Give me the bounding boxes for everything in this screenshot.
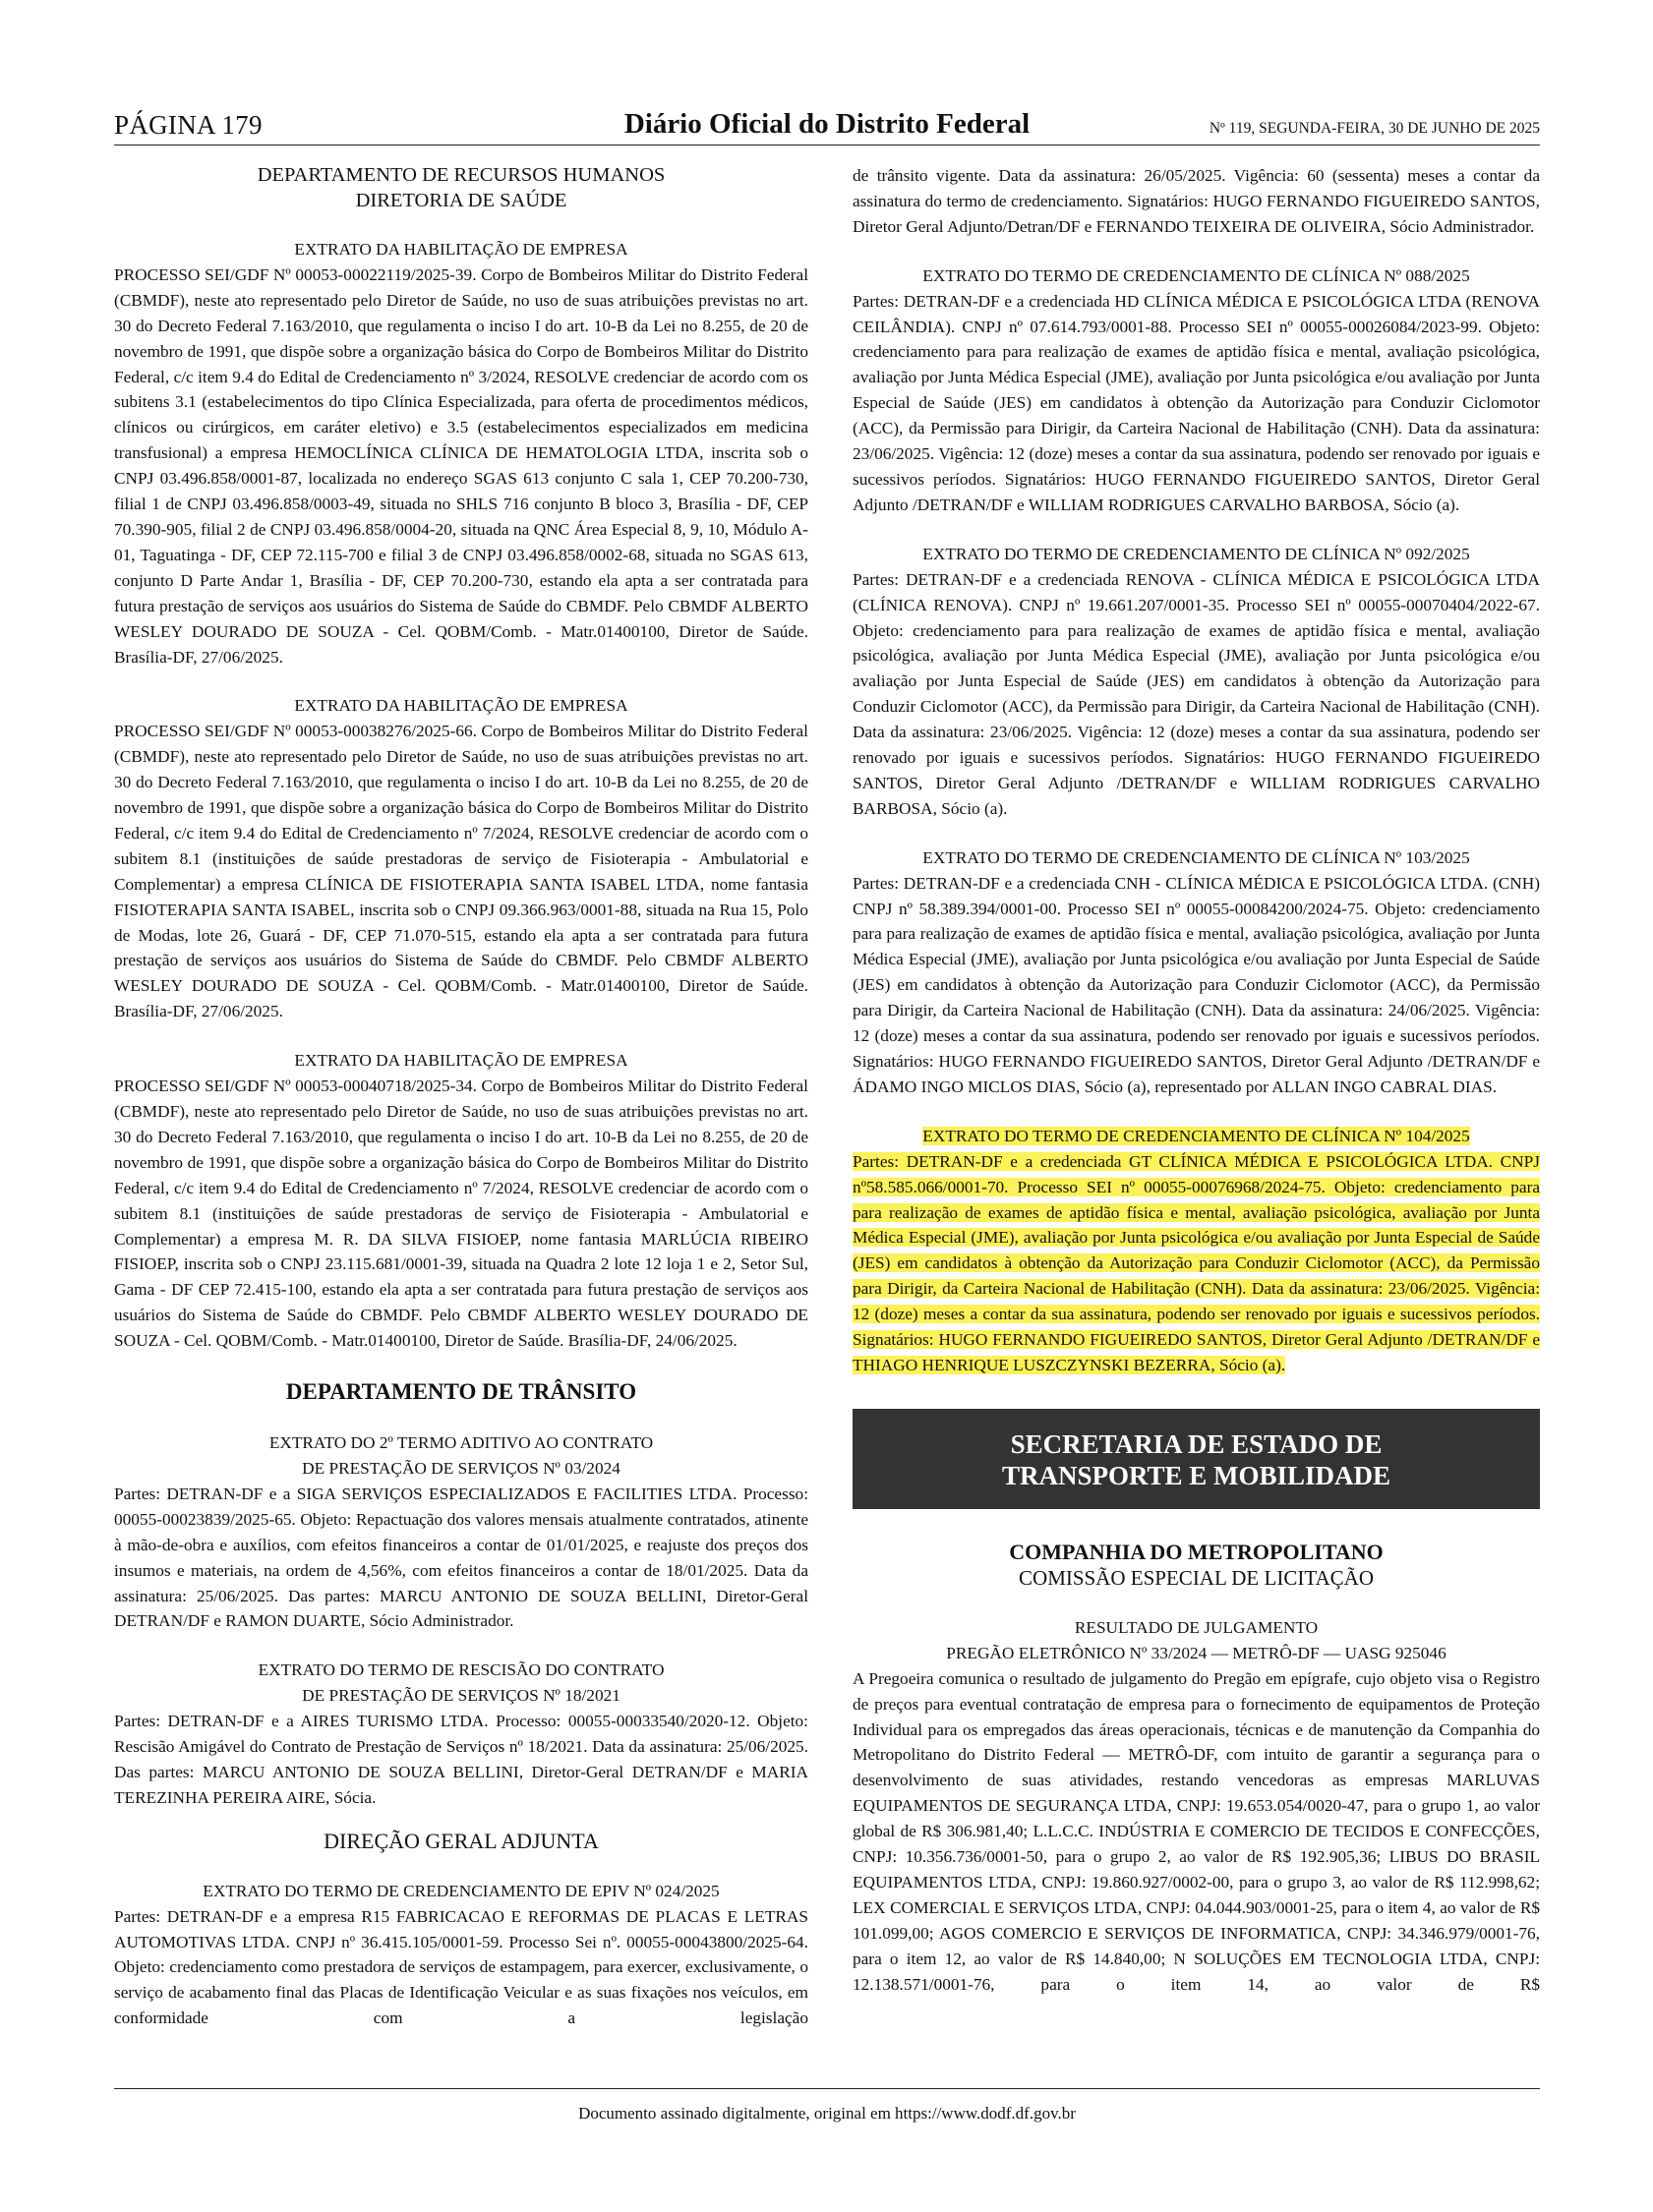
clinic-accreditation-extract-092	[853, 542, 1540, 822]
extract-body: A Pregoeira comunica o resultado de julgamento do Pregão em epígrafe, cujo objeto visa o Registro de preços para eventual contratação de empresa para o fornecimento de equipamentos de Proteção Individual para os empregados das áreas operacionais, técnicas e de manutenção da Companhia do Metropolitano do Distrito Federal — METRÔ-DF, com intuito de garantir a segurança para o desenvolvimento de suas atividades, restando vencedoras as empresas MARLUVAS EQUIPAMENTOS DE SEGURANÇA LTDA, CNPJ: 19.653.054/0020-47, para o grupo 1, ao valor global de R$ 306.981,40; L.L.C.C. INDÚSTRIA E COMERCIO DE TECIDOS E CONFECÇÕES, CNPJ: 10.356.736/0001-50, para o grupo 2, ao valor de R$ 192.905,36; LIBUS DO BRASIL EQUIPAMENTOS LTDA, CNPJ: 19.860.927/0002-00, para o grupo 3, ao valor de R$ 112.998,62; LEX COMERCIAL E SERVIÇOS LTDA, CNPJ: 04.044.903/0001-25, para o item 4, ao valor de R$ 101.099,00; AGOS COMERCIO E SERVIÇOS DE INFORMATICA, CNPJ: 34.346.979/0001-76, para o item 12, ao valor de R$ 14.840,00; N SOLUÇÕES EM TECNOLOGIA LTDA, CNPJ: 12.138.571/0001-76, para o item 14, ao valor de R$	[853, 1668, 1540, 1994]
header-divider	[114, 145, 1540, 146]
extract-title-line1: EXTRATO DO TERMO DE RESCISÃO DO CONTRATO	[258, 1660, 665, 1680]
company-heading: COMPANHIA DO METROPOLITANO	[1009, 1539, 1384, 1564]
habilitation-extract-3	[114, 1048, 808, 1354]
org-subdivision: DIRETORIA DE SAÚDE	[355, 189, 567, 211]
extract-title-line2: DE PRESTAÇÃO DE SERVIÇOS Nº 18/2021	[302, 1686, 620, 1706]
epiv-accreditation-extract	[114, 1879, 808, 2031]
habilitation-extract-2	[114, 693, 808, 1024]
contract-termination-extract	[114, 1658, 808, 1810]
secretariat-name-line1: SECRETARIA DE ESTADO DE	[1010, 1428, 1383, 1459]
extract-body: Partes: DETRAN-DF e a credenciada HD CLÍNICA MÉDICA E PSICOLÓGICA LTDA (RENOVA CEILÂNDIA). CNPJ nº 07.614.793/0001-88. Processo SEI nº 00055-00026084/2023-99. Objeto: credenciamento para para realização de exames de aptidão física e mental, avaliação psicológica, avaliação por Junta Médica Especial (JME), avaliação por Junta psicológica e/ou avaliação por Junta Especial de Saúde (JES) em candidatos à obtenção da Autorização para Conduzir Ciclomotor (ACC), da Permissão para Dirigir, da Carteira Nacional de Habilitação (CNH). Data da assinatura: 23/06/2025. Vigência: 12 (doze) meses a contar da sua assinatura, podendo ser renovado por iguais e sucessivos períodos. Signatários: HUGO FERNANDO FIGUEIREDO SANTOS, Diretor Geral Adjunto /DETRAN/DF e WILLIAM RODRIGUES CARVALHO BARBOSA, Sócio (a).	[853, 291, 1540, 514]
page-number: PÁGINA 179	[114, 110, 263, 140]
extract-title: EXTRATO DO TERMO DE CREDENCIAMENTO DE CLÍNICA Nº 103/2025	[922, 847, 1470, 867]
highlighted-extract-title: EXTRATO DO TERMO DE CREDENCIAMENTO DE CLÍNICA Nº 104/2025	[922, 1126, 1470, 1145]
extract-body: PROCESSO SEI/GDF Nº 00053-00038276/2025-66. Corpo de Bombeiros Militar do Distrito Federal (CBMDF), neste ato representado pelo Diretor de Saúde, no uso de suas atribuições previstas no art. 30 do Decreto Federal 7.163/2010, que regulamenta o inciso I do art. 10-B da Lei no 8.255, de 20 de novembro de 1991, que dispõe sobre a organização básica do Corpo de Bombeiros Militar do Distrito Federal, c/c item 9.4 do Edital de Credenciamento nº 7/2024, RESOLVE credenciar de acordo com o subitem 8.1 (instituições de saúde prestadoras de serviço de Fisioterapia - Ambulatorial e Complementar) a empresa CLÍNICA DE FISIOTERAPIA SANTA ISABEL LTDA, nome fantasia FISIOTERAPIA SANTA ISABEL, inscrita sob o CNPJ 09.366.963/0001-88, situada na Rua 15, Polo de Modas, lote 26, Guará - DF, CEP 71.070-515, estando ela apta a ser contratada para futura prestação de serviços aos usuários do Sistema de Saúde do CBMDF. Pelo CBMDF ALBERTO WESLEY DOURADO DE SOUZA - Cel. QOBM/Comb. - Matr.01400100, Diretor de Saúde. Brasília-DF, 27/06/2025.	[114, 722, 808, 1021]
extract-title: EXTRATO DO TERMO DE CREDENCIAMENTO DE CLÍNICA Nº 092/2025	[922, 544, 1470, 563]
extract-body: Partes: DETRAN-DF e a credenciada CNH - CLÍNICA MÉDICA E PSICOLÓGICA LTDA. (CNH) CNPJ nº 58.389.394/0001-00. Processo SEI nº 00055-00084200/2024-75. Objeto: credenciamento para para realização de exames de aptidão física e mental, avaliação psicológica, avaliação por Junta Médica Especial (JME), avaliação por Junta psicológica e/ou avaliação por Junta Especial de Saúde (JES) em candidatos à obtenção da Autorização para Conduzir Ciclomotor (ACC), da Permissão para Dirigir, da Carteira Nacional de Habilitação (CNH). Data da assinatura: 24/06/2025. Vigência: 12 (doze) meses a contar da sua assinatura, podendo ser renovado por iguais e sucessivos períodos. Signatários: HUGO FERNANDO FIGUEIREDO SANTOS, Diretor Geral Adjunto /DETRAN/DF e ÁDAMO INGO MICLOS DIAS, Sócio (a), representado por ALLAN INGO CABRAL DIAS.	[853, 873, 1540, 1096]
secretariat-name-line2: TRANSPORTE E MOBILIDADE	[1001, 1460, 1391, 1490]
extract-body: Partes: DETRAN-DF e a credenciada RENOVA - CLÍNICA MÉDICA E PSICOLÓGICA LTDA (CLÍNICA RENOVA). CNPJ nº 19.661.207/0001-35. Processo SEI nº 00055-00070404/2022-67. Objeto: credenciamento para para realização de exames de aptidão física e mental, avaliação psicológica, avaliação por Junta Médica Especial (JME), avaliação por Junta psicológica e/ou avaliação por Junta Especial de Saúde (JES) em candidatos à obtenção da Autorização para Conduzir Ciclomotor (ACC), da Permissão para Dirigir, da Carteira Nacional de Habilitação (CNH). Data da assinatura: 23/06/2025. Vigência: 12 (doze) meses a contar da sua assinatura, podendo ser renovado por iguais e sucessivos períodos. Signatários: HUGO FERNANDO FIGUEIREDO SANTOS, Diretor Geral Adjunto /DETRAN/DF e WILLIAM RODRIGUES CARVALHO BARBOSA, Sócio (a).	[853, 569, 1540, 818]
footer-note: Documento assinado digitalmente, original em https://www.dodf.df.gov.br	[578, 2104, 1076, 2123]
subdepartment-heading: DIREÇÃO GERAL ADJUNTA	[324, 1828, 599, 1853]
org-name: DEPARTAMENTO DE RECURSOS HUMANOS	[257, 164, 666, 186]
extract-title: EXTRATO DO TERMO DE CREDENCIAMENTO DE EPIV Nº 024/2025	[203, 1881, 720, 1900]
footer-divider	[114, 2088, 1540, 2089]
extract-title: EXTRATO DA HABILITAÇÃO DE EMPRESA	[294, 696, 628, 716]
extract-title-line1: EXTRATO DO 2º TERMO ADITIVO AO CONTRATO	[268, 1433, 654, 1453]
extract-body: Partes: DETRAN-DF e a SIGA SERVIÇOS ESPECIALIZADOS E FACILITIES LTDA. Processo: 00055-00023839/2025-65. Objeto: Repactuação dos valores mensais atualmente contratados, atinente à mão-de-obra e auxílios, com efeitos financeiros a contar de 01/01/2025, e reajuste dos preços dos insumos e materiais, na ordem de 4,56%, com efeitos financeiros a contar de 18/01/2025. Data da assinatura: 25/06/2025. Das partes: MARCU ANTONIO DE SOUZA BELLINI, Diretor-Geral DETRAN/DF e RAMON DUARTE, Sócio Administrador.	[114, 1484, 808, 1631]
secretariat-banner	[853, 1409, 1540, 1509]
extract-title-line1: RESULTADO DE JULGAMENTO	[1074, 1617, 1319, 1637]
clinic-accreditation-extract-088	[853, 263, 1540, 518]
clinic-accreditation-extract-103	[853, 845, 1540, 1100]
highlighted-extract-body: Partes: DETRAN-DF e a credenciada GT CLÍNICA MÉDICA E PSICOLÓGICA LTDA. CNPJ nº58.585.066/0001-70. Processo SEI nº 00055-00076968/2024-75. Objeto: credenciamento para para realização de exames de aptidão física e mental, avaliação psicológica, avaliação por Junta Médica Especial (JME), avaliação por Junta psicológica e/ou avaliação por Junta Especial de Saúde (JES) em candidatos à obtenção da Autorização para Conduzir Ciclomotor (ACC), da Permissão para Dirigir, da Carteira Nacional de Habilitação (CNH). Data da assinatura: 23/06/2025. Vigência: 12 (doze) meses a contar da sua assinatura, podendo ser renovado por iguais e sucessivos períodos. Signatários: HUGO FERNANDO FIGUEIREDO SANTOS, Diretor Geral Adjunto /DETRAN/DF e THIAGO HENRIQUE LUSZCZYNSKI BEZERRA, Sócio (a).	[853, 1151, 1540, 1374]
left-column	[114, 163, 808, 2078]
extract-title: EXTRATO DO TERMO DE CREDENCIAMENTO DE CLÍNICA Nº 088/2025	[922, 265, 1470, 285]
extract-title-line2: DE PRESTAÇÃO DE SERVIÇOS Nº 03/2024	[302, 1458, 620, 1478]
journal-title: Diário Oficial do Distrito Federal	[623, 108, 1031, 140]
extract-title: EXTRATO DA HABILITAÇÃO DE EMPRESA	[294, 1051, 628, 1071]
clinic-accreditation-extract-104-highlighted	[853, 1124, 1540, 1378]
commission-heading: COMISSÃO ESPECIAL DE LICITAÇÃO	[1019, 1565, 1374, 1590]
extract-title: EXTRATO DA HABILITAÇÃO DE EMPRESA	[294, 240, 628, 259]
extract-body: Partes: DETRAN-DF e a AIRES TURISMO LTDA. Processo: 00055-00033540/2020-12. Objeto: Rescisão Amigável do Contrato de Prestação de Serviços nº 18/2021. Data da assinatura: 25/06/2025. Das partes: MARCU ANTONIO DE SOUZA BELLINI, Diretor-Geral DETRAN/DF e MARIA TEREZINHA PEREIRA AIRE, Sócia.	[114, 1712, 808, 1807]
epiv-extract-continuation: de trânsito vigente. Data da assinatura: 26/05/2025. Vigência: 60 (sessenta) meses a contar da assinatura do termo de credenciamento. Signatários: HUGO FERNANDO FIGUEIREDO SANTOS, Diretor Geral Adjunto/Detran/DF e FERNANDO TEIXEIRA DE OLIVEIRA, Sócio Administrador.	[853, 166, 1540, 236]
habilitation-extract-1	[114, 237, 808, 669]
edition-info: Nº 119, SEGUNDA-FEIRA, 30 DE JUNHO DE 2025	[1209, 120, 1540, 137]
contract-amendment-extract	[114, 1430, 808, 1634]
extract-body: Partes: DETRAN-DF e a empresa R15 FABRICACAO E REFORMAS DE PLACAS E LETRAS AUTOMOTIVAS LTDA. CNPJ nº 36.415.105/0001-59. Processo Sei nº. 00055-00043800/2025-64. Objeto: credenciamento como prestadora de serviços de estampagem, para exercer, exclusivamente, o serviço de acabamento final das Placas de Identificação Veicular e as suas fixações nos veículos, em conformidade com a legislação	[114, 1906, 808, 2028]
extract-body: PROCESSO SEI/GDF Nº 00053-00040718/2025-34. Corpo de Bombeiros Militar do Distrito Federal (CBMDF), neste ato representado pelo Diretor de Saúde, no uso de suas atribuições previstas no art. 30 do Decreto Federal 7.163/2010, que regulamenta o inciso I do art. 10-B da Lei no 8.255, de 20 de novembro de 1991, que dispõe sobre a organização básica do Corpo de Bombeiros Militar do Distrito Federal, c/c item 9.4 do Edital de Credenciamento nº 7/2024, RESOLVE credenciar de acordo com o subitem 8.1 (instituições de saúde prestadoras de serviço de Fisioterapia - Ambulatorial e Complementar) a empresa M. R. DA SILVA FISIOEP, nome fantasia MARLÚCIA RIBEIRO FISIOEP, inscrita sob o CNPJ 23.115.681/0001-39, situada na Quadra 2 lote 12 loja 1 e 2, Setor Sul, Gama - DF CEP 72.415-100, estando ela apta a ser contratada para futura prestação de serviços aos usuários do Sistema de Saúde do CBMDF. Pelo CBMDF ALBERTO WESLEY DOURADO DE SOUZA - Cel. QOBM/Comb. - Matr.01400100, Diretor de Saúde. Brasília-DF, 24/06/2025.	[114, 1077, 808, 1351]
extract-title-line2: PREGÃO ELETRÔNICO Nº 33/2024 — METRÔ-DF — UASG 925046	[946, 1643, 1446, 1662]
judgment-result-extract	[853, 1615, 1540, 1998]
department-heading: DEPARTAMENTO DE TRÂNSITO	[285, 1379, 637, 1405]
extract-body: PROCESSO SEI/GDF Nº 00053-00022119/2025-39. Corpo de Bombeiros Militar do Distrito Federal (CBMDF), neste ato representado pelo Diretor de Saúde, no uso de suas atribuições previstas no art. 30 do Decreto Federal 7.163/2010, que regulamenta o inciso I do art. 10-B da Lei no 8.255, de 20 de novembro de 1991, que dispõe sobre a organização básica do Corpo de Bombeiros Militar do Distrito Federal, c/c item 9.4 do Edital de Credenciamento nº 3/2024, RESOLVE credenciar de acordo com os subitens 3.1 (estabelecimentos do tipo Clínica Especializada, para oferta de procedimentos médicos, clínicos ou cirúrgicos, em caráter eletivo) e 3.5 (estabelecimentos especializados em medicina transfusional) a empresa HEMOCLÍNICA CLÍNICA DE HEMATOLOGIA LTDA, inscrita sob o CNPJ 03.496.858/0001-87, localizada no endereço SGAS 613 conjunto C sala 1, CEP 70.200-730, filial 1 de CNPJ 03.496.858/0003-49, situada no SHLS 716 conjunto B bloco 3, Brasília - DF, CEP 70.390-905, filial 2 de CNPJ 03.496.858/0004-20, situada na QNC Área Especial 8, 9, 10, Módulo A-01, Taguatinga - DF, CEP 72.115-700 e filial 3 de CNPJ 03.496.858/0002-68, situada no SGAS 613, conjunto D Parte Andar 1, Brasília - DF, CEP 70.200-730, estando ela apta a ser contratada para futura prestação de serviços aos usuários do Sistema de Saúde do CBMDF. Pelo CBMDF ALBERTO WESLEY DOURADO DE SOUZA - Cel. QOBM/Comb. - Matr.01400100, Diretor de Saúde. Brasília-DF, 27/06/2025.	[114, 264, 808, 667]
right-column	[853, 163, 1540, 2078]
page-header	[114, 108, 1540, 144]
